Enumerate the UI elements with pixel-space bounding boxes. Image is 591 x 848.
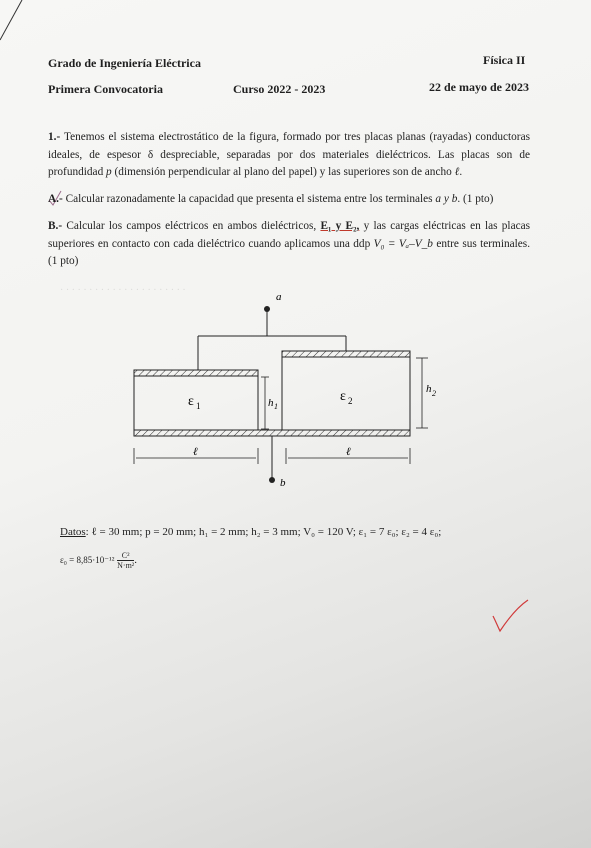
epsilon0-line <box>60 551 137 570</box>
part-b-text2: y las cargas eléctricas en las placas superiores en contacto con cada dieléctrico cuando aplicamos una ddp <box>48 220 531 250</box>
part-a-label: A.- <box>48 193 63 205</box>
statement-tail: (dimensión perpendicular al plano del papel) y las superiores son de ancho <box>114 166 452 178</box>
part-b-text3: entre sus terminales. <box>436 237 531 250</box>
upper-left-plate <box>134 370 258 376</box>
bleed-through-text: · · · · · · · · · · · · · · · · · · · · · · <box>60 285 186 296</box>
label-eps1-sub: 1 <box>196 401 201 411</box>
part-a <box>48 191 530 209</box>
label-eps2: ε <box>340 389 346 404</box>
label-length-left: ℓ <box>193 446 198 458</box>
eps0-value: ε₀ = 8,85·10⁻¹² <box>60 555 115 566</box>
problem-statement: 1.- Tenemos el sistema electrostático de la figura, formado por tres placas planas (rayadas) conductoras ideales, de espesor δ despreciable, separadas por dos materiales dieléctricos. Las placas son de profundidad p (dimensión perpendicular al plano del papel) y las superiores son de ancho ℓ. <box>48 131 530 178</box>
data-values <box>60 526 441 538</box>
eps0-unit <box>117 551 134 570</box>
part-b-label: B.- <box>48 220 63 232</box>
part-a-text: Calcular razonadamente la capacidad que presenta el sistema entre los terminales <box>65 193 433 205</box>
label-terminal-b: b <box>280 477 286 488</box>
course-year: Curso 2022 - 2023 <box>233 82 326 96</box>
width-symbol: ℓ <box>454 166 460 178</box>
part-b-text1: Calcular los campos eléctricos en ambos dieléctricos, <box>66 220 317 232</box>
page-fold-mark <box>0 0 40 50</box>
label-length-right: ℓ <box>346 446 351 458</box>
label-h2-sub: 2 <box>432 389 436 398</box>
data-values-text: : ℓ = 30 mm; p = 20 mm; h₁ = 2 mm; h₂ = 3 mm; V₀ = 120 V; ε₁ = 7 ε₀; ε₂ = 4 ε₀; <box>85 526 442 538</box>
problem-number: 1.- <box>48 131 61 143</box>
label-h1: h <box>268 397 274 409</box>
eps0-unit-den: N·m² <box>117 561 135 570</box>
part-b-points: (1 pto) <box>48 255 79 267</box>
eps0-unit-num: C² <box>117 551 134 561</box>
depth-symbol: p <box>106 166 112 178</box>
data-label: Datos <box>60 526 86 538</box>
capacitor-diagram <box>120 288 440 488</box>
terminal-b-dot <box>269 477 275 483</box>
exam-call: Primera Convocatoria <box>48 82 163 96</box>
upper-right-plate <box>282 351 410 357</box>
eps0-end: . <box>134 554 137 567</box>
grader-check-mark <box>490 598 530 634</box>
part-a-points: . (1 pto) <box>457 193 494 205</box>
part-b-ddp: V₀ = Vₐ–V_b <box>373 237 433 250</box>
label-h2: h <box>426 383 432 395</box>
label-terminal-a: a <box>276 291 282 303</box>
part-b <box>48 218 530 271</box>
part-a-terminals: a y b <box>435 193 458 205</box>
label-h1-sub: 1 <box>274 402 278 411</box>
part-b-fields: E₁ y E₂, <box>320 220 360 232</box>
label-eps2-sub: 2 <box>348 396 353 406</box>
label-eps1: ε <box>188 394 194 409</box>
bottom-plate <box>134 430 410 436</box>
statement-text: Tenemos el sistema electrostático de la figura, formado por tres placas planas (rayadas) conductoras ideales, de espesor δ despreciable, separadas por dos materiales dieléctricos. Las placas son de profundidad <box>48 131 530 178</box>
exam-date: 22 de mayo de 2023 <box>429 80 529 94</box>
degree-title: Grado de Ingeniería Eléctrica <box>48 56 201 70</box>
subject-title: Física II <box>483 53 526 67</box>
